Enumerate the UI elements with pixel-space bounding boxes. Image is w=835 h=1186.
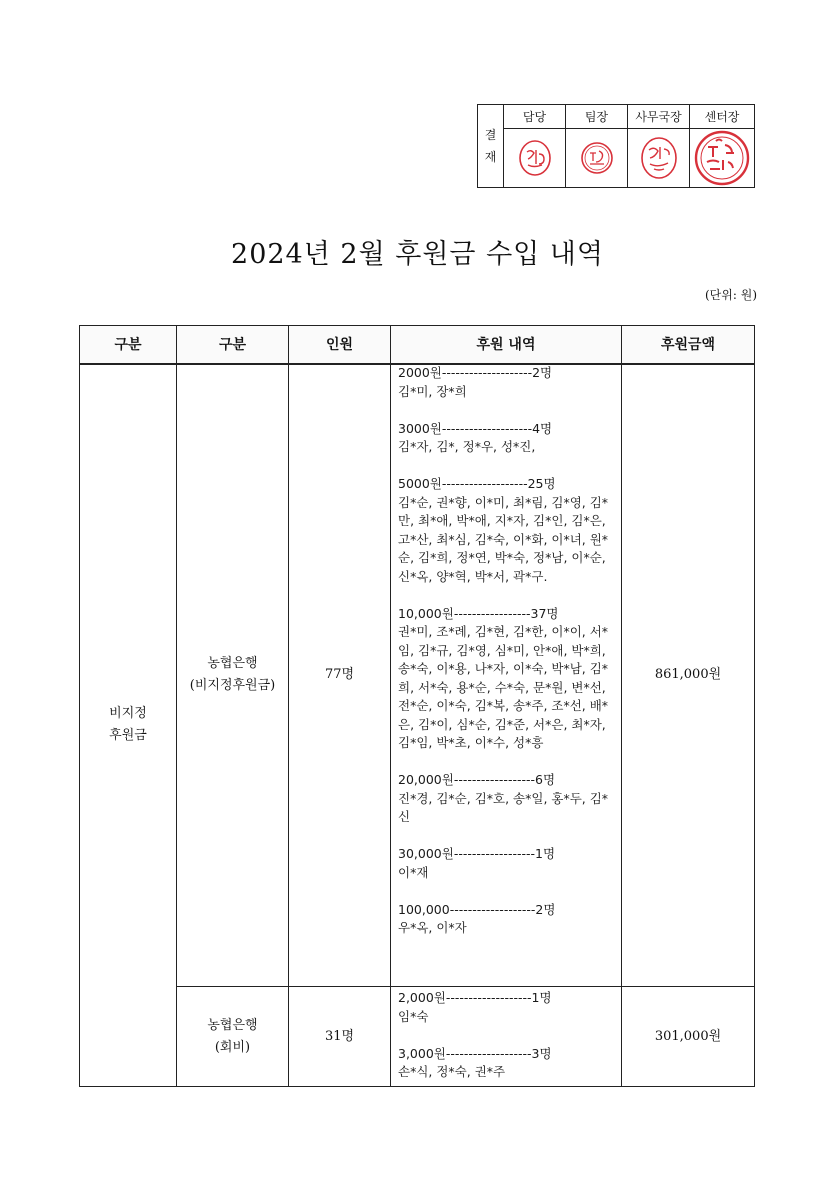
- header-category: 구분: [80, 326, 176, 363]
- approval-label-top: 결: [484, 128, 497, 142]
- donor-names: 김*자, 김*, 정*우, 성*진,: [398, 439, 536, 454]
- donation-group: [398, 420, 616, 457]
- donation-amount-line: 30,000원------------------1명: [398, 846, 556, 861]
- unit-note: (단위: 원): [705, 288, 757, 302]
- donor-names: 진*경, 김*순, 김*호, 송*일, 홍*두, 김*신: [398, 790, 609, 824]
- header-amount: 후원금액: [622, 326, 754, 363]
- donation-amount-line: 3,000원-------------------3명: [398, 1045, 552, 1061]
- signature-stamp-1: [504, 129, 566, 187]
- donation-group: [398, 989, 616, 1026]
- row-amount: 301,000원: [654, 1028, 722, 1044]
- donation-details: [398, 364, 616, 938]
- donation-amount-line: 2000원--------------------2명: [398, 365, 553, 380]
- donor-names: 김*미, 장*희: [398, 383, 467, 399]
- donor-names: 우*옥, 이*자: [398, 920, 467, 935]
- donation-amount-line: 2,000원-------------------1명: [398, 990, 552, 1005]
- donor-names: 손*식, 정*숙, 권*주: [398, 1064, 506, 1079]
- table-divider: [390, 326, 391, 1086]
- approval-role-2: 팀장: [566, 105, 628, 129]
- page-title: 2024년 2월 후원금 수입 내역: [231, 239, 604, 270]
- donation-group: [398, 901, 616, 938]
- donor-names: 이*재: [398, 864, 429, 880]
- row-count: 31명: [324, 1028, 355, 1044]
- approval-role-1: 담당: [504, 105, 566, 129]
- approval-box: [477, 104, 755, 188]
- header-subcategory: 구분: [177, 326, 288, 363]
- official-seal-icon: [692, 129, 752, 187]
- category-cell: 비지정 후원금: [109, 706, 147, 743]
- row-account: 농협은행 (비지정후원금): [189, 656, 276, 693]
- header-count: 인원: [289, 326, 390, 363]
- approval-label: [478, 105, 504, 187]
- donation-amount-line: 3000원--------------------4명: [398, 420, 553, 436]
- signature-stamp-4: [690, 129, 754, 187]
- donation-amount-line: 100,000-------------------2명: [398, 901, 556, 917]
- donation-group: [398, 845, 616, 882]
- donation-amount-line: 5000원-------------------25명: [398, 476, 556, 491]
- donor-names: 김*순, 권*향, 이*미, 최*림, 김*영, 김*만, 최*애, 박*애, 지*자, 김*인, 김*은, 고*산, 최*심, 김*숙, 이*화, 이*녀, 원*순, 김*희, 정*연, 박*숙, 정*남, 이*순, 신*옥, 양*혁, 박*서, 곽*구.: [398, 494, 609, 584]
- approval-label-bottom: 재: [484, 150, 497, 164]
- donor-names: 임*숙: [398, 1008, 429, 1024]
- donation-group: [398, 1045, 616, 1082]
- stamp-icon: [579, 140, 615, 176]
- stamp-icon: [638, 135, 680, 181]
- row-count: 77명: [324, 667, 355, 682]
- donation-group: [398, 475, 616, 586]
- donation-amount-line: 10,000원-----------------37명: [398, 605, 559, 621]
- donation-table: [79, 325, 755, 1087]
- donor-names: 권*미, 조*례, 김*현, 김*한, 이*이, 서*임, 김*규, 김*영, 심*미, 안*애, 박*희, 송*숙, 이*용, 나*자, 이*숙, 박*남, 김*희, 서*숙, 용*순, 수*숙, 문*원, 변*선, 전*순, 이*숙, 김*복, 송*주, 조*선, 배*은, 김*이, 심*순, 김*준, 서*은, 최*자, 김*임, 박*초, 이*수, 성*흥: [398, 624, 609, 750]
- signature-stamp-3: [628, 129, 690, 187]
- donation-details: [398, 989, 616, 1082]
- stamp-icon: [517, 138, 553, 178]
- row-account: 농협은행 (회비): [207, 1017, 258, 1055]
- approval-role-4: 센터장: [690, 105, 754, 129]
- signature-stamp-2: [566, 129, 628, 187]
- approval-role-3: 사무국장: [628, 105, 690, 129]
- donation-group: [398, 771, 616, 827]
- donation-amount-line: 20,000원------------------6명: [398, 772, 556, 787]
- row-amount: 861,000원: [654, 667, 722, 682]
- header-details: 후원 내역: [391, 326, 621, 363]
- donation-group: [398, 364, 616, 401]
- donation-group: [398, 605, 616, 753]
